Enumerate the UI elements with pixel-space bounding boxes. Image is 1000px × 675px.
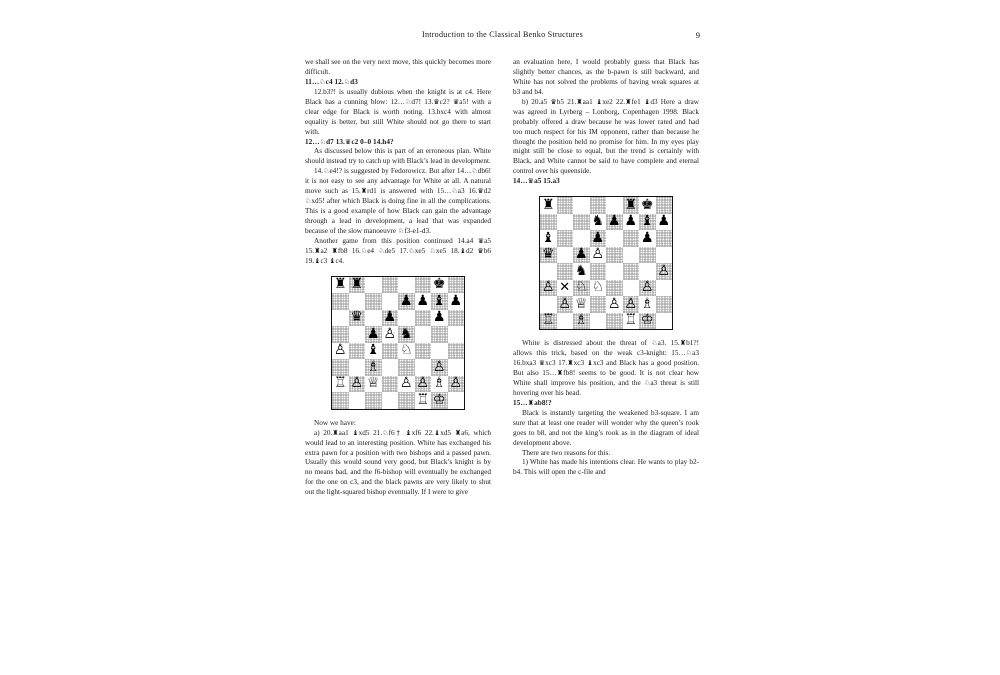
figurine-glyph: ♜	[331, 245, 338, 255]
square-c2	[365, 376, 382, 393]
square-a8	[332, 277, 349, 294]
square-g1	[639, 313, 656, 330]
figurine-glyph: ♛	[344, 136, 352, 146]
body-paragraph: we shall see on the very next move, this quickly becomes more difficult.	[305, 58, 491, 76]
piece-bk: ♚	[640, 196, 654, 213]
square-g8	[431, 277, 448, 294]
figurine-glyph: ♘	[408, 245, 415, 255]
figurine-glyph: ♝	[405, 427, 412, 437]
square-e5	[398, 326, 415, 343]
body-paragraph: White is distressed about the threat of ♘a3. 15.♜b1?! allows this trick, based on the weak c3-knight: 15…♘a3 16.bxa3 ♛xc3 17.♜xc3 ♝xc3 and Black has a good position. But also 15…♜fb8! seems to be good. It is not clear how White shall improve his position, and the ♘a3 threat is still hovering over his head.	[513, 338, 700, 397]
piece-bb: ♝	[366, 342, 380, 359]
square-c8	[365, 277, 382, 294]
piece-wp: ♙	[432, 358, 446, 375]
figurine-glyph: ♛	[477, 245, 484, 255]
square-d2	[382, 376, 399, 393]
square-e1	[398, 392, 415, 409]
figurine-glyph: ♝	[352, 427, 359, 437]
square-f6	[415, 310, 432, 327]
piece-wp: ♙	[449, 375, 463, 392]
square-a2	[540, 296, 557, 313]
square-d5	[382, 326, 399, 343]
figurine-glyph: ♜	[360, 186, 368, 196]
piece-wp: ♙	[399, 375, 413, 392]
square-c7	[573, 214, 590, 231]
square-a1	[540, 313, 557, 330]
square-a3	[540, 280, 557, 297]
move-heading: 11…♘c4 12.♘d3	[305, 76, 358, 86]
square-h2	[448, 376, 465, 393]
square-e8	[398, 277, 415, 294]
square-h4	[656, 263, 673, 280]
piece-bb: ♝	[640, 213, 654, 230]
square-f3	[623, 280, 640, 297]
square-a1	[332, 392, 349, 409]
square-h7	[656, 214, 673, 231]
body-paragraph: 12.b3?! is usually dubious when the knight is at c4. Here Black has a cunning blow: 12…♘d7! 13.♛c2? ♛a5! with a clear edge for Black is worth noting. 13.bxc4 with almost equality is better, but still White should not go there to start with.	[305, 87, 491, 136]
piece-br: ♜	[350, 276, 364, 293]
square-b1	[557, 313, 574, 330]
square-h5	[656, 247, 673, 264]
piece-wn: ♘	[399, 342, 413, 359]
square-d1	[382, 392, 399, 409]
figurine-glyph: ♜	[454, 427, 462, 437]
square-g1	[431, 392, 448, 409]
piece-wb: ♗	[640, 295, 654, 312]
square-g2	[639, 296, 656, 313]
square-e8	[606, 197, 623, 214]
square-d6	[382, 310, 399, 327]
piece-bp: ♟	[607, 213, 621, 230]
piece-bp: ♟	[383, 309, 397, 326]
square-d3	[382, 359, 399, 376]
square-f7	[623, 214, 640, 231]
square-g3	[431, 359, 448, 376]
square-f4	[415, 343, 432, 360]
running-head-title: Introduction to the Classical Benko Structures	[422, 30, 583, 39]
figurine-glyph: ♛	[452, 96, 460, 106]
square-a7	[332, 293, 349, 310]
figurine-glyph: ♜	[576, 96, 583, 106]
move-heading: 14…♛a5 15.a3	[513, 176, 560, 186]
piece-wp: ♙	[558, 295, 572, 312]
square-e2	[606, 296, 623, 313]
figurine-glyph: ♝	[586, 358, 594, 368]
square-b2	[557, 296, 574, 313]
figurine-glyph: ♛	[433, 96, 440, 106]
figurine-glyph: ♛	[527, 176, 535, 186]
left-column	[305, 58, 491, 658]
piece-bp: ♟	[624, 213, 638, 230]
figurine-glyph: ♘	[382, 427, 389, 437]
square-a5	[540, 247, 557, 264]
body-paragraph: 14.♘e4!? is suggested by Fedorowicz. But after 14…♘db6! it is not easy to see any advantage for White at all. A natural move such as 15.♜rd1 is answered with 15…♘a3 16.♛d2 ♘xd5! after which Black is doing fine in all the complications. This is a good example of how Black can gain the advantage through a lead in development, a lead that was expanded because of the slow manoeuvre ♘f3-e1-d3.	[305, 166, 492, 235]
square-f6	[623, 230, 640, 247]
square-e4	[398, 343, 415, 360]
page-number: 9	[695, 30, 700, 40]
piece-bp: ♟	[399, 292, 413, 309]
square-f8	[415, 277, 432, 294]
piece-wn: ♘	[574, 279, 588, 296]
square-c7	[365, 293, 382, 310]
square-b3	[349, 359, 366, 376]
square-b3	[557, 280, 574, 297]
piece-wr: ♖	[333, 375, 347, 392]
square-f3	[415, 359, 432, 376]
square-h6	[448, 310, 465, 327]
body-paragraph: There are two reasons for this.	[522, 448, 611, 457]
square-d4	[590, 263, 607, 280]
square-e3	[398, 359, 415, 376]
square-g3	[639, 280, 656, 297]
square-f4	[623, 263, 640, 280]
figurine-glyph: ♘	[451, 186, 458, 196]
square-g8	[639, 197, 656, 214]
piece-bp: ♟	[432, 309, 446, 326]
square-h3	[448, 359, 465, 376]
piece-br: ♜	[333, 276, 347, 293]
square-h2	[656, 296, 673, 313]
square-e6	[398, 310, 415, 327]
square-f7	[415, 293, 432, 310]
square-a5	[332, 326, 349, 343]
square-g5	[431, 326, 448, 343]
square-c5	[573, 247, 590, 264]
piece-wp: ♙	[350, 375, 364, 392]
figurine-glyph: ♘	[343, 76, 351, 86]
square-h1	[448, 392, 465, 409]
piece-bn: ♞	[574, 262, 588, 279]
square-f8	[623, 197, 640, 214]
square-e1	[606, 313, 623, 330]
piece-br: ♜	[541, 196, 555, 213]
right-column	[513, 58, 699, 658]
piece-bp: ♟	[640, 229, 654, 246]
figurine-glyph: ♜	[679, 338, 687, 348]
figurine-glyph: ♝	[329, 255, 336, 265]
square-a4	[332, 343, 349, 360]
piece-wk: ♔	[432, 391, 446, 408]
move-heading: 15…♜ab8!?	[513, 397, 552, 407]
square-a2	[332, 376, 349, 393]
square-c8	[573, 197, 590, 214]
square-c4	[573, 263, 590, 280]
figurine-glyph: ♘	[405, 96, 412, 106]
square-h5	[448, 326, 465, 343]
piece-wr: ♖	[541, 312, 555, 329]
square-e5	[606, 247, 623, 264]
figurine-glyph: ♝	[433, 427, 441, 437]
square-e2	[398, 376, 415, 393]
figurine-glyph: ♜	[556, 368, 564, 377]
figurine-glyph: ♛	[477, 235, 485, 245]
square-g6	[431, 310, 448, 327]
body-paragraph: b) 20.a5 ♛b5 21.♜aa1 ♝xe2 22.♜fe1 ♝d3 Here a draw was agreed in Lyrberg – Lonborg, Copenhagen 1998. Black probably offered a draw because he was lower rated and had too much respect for his IM opponent, rather than because he thought the position held no promise for him. In my eyes play might still be close to equal, but the trend is certainly with Black, and White cannot be said to have complete and eternal control over his queenside.	[513, 96, 700, 176]
square-g2	[431, 376, 448, 393]
figurine-glyph: †	[394, 427, 402, 437]
square-a3	[332, 359, 349, 376]
piece-bp: ♟	[574, 246, 588, 263]
piece-bb: ♝	[541, 229, 555, 246]
piece-wb: ♗	[366, 358, 380, 375]
move-heading: 12…♘d7 13.♛c2 0–0 14.h4?	[305, 136, 394, 146]
piece-wp: ♙	[541, 279, 555, 296]
piece-bp: ♟	[657, 213, 671, 230]
square-e4	[606, 263, 623, 280]
figurine-glyph: ♘	[319, 76, 326, 86]
square-a4	[540, 263, 557, 280]
piece-wq: ♕	[574, 295, 588, 312]
piece-bp: ♟	[366, 325, 380, 342]
square-e6	[606, 230, 623, 247]
square-d1	[590, 313, 607, 330]
body-paragraph: Another game from this position continued 14.a4 ♛a5 15.♜a2 ♜fb8 16.♘e4 ♘de5 17.♘xe5 ♘xe5 18.♝d2 ♛b6 19.♝c3 ♝c4.	[305, 235, 492, 265]
figurine-glyph: ♝	[643, 96, 651, 106]
piece-wp: ♙	[333, 342, 347, 359]
square-b4	[349, 343, 366, 360]
square-c5	[365, 326, 382, 343]
square-g4	[431, 343, 448, 360]
square-e7	[398, 293, 415, 310]
square-f5	[623, 247, 640, 264]
body-paragraph: 1) White has made his intentions clear. He wants to play b2-b4. This will open the c-file and	[513, 458, 699, 477]
square-d6	[590, 230, 607, 247]
square-c1	[573, 313, 590, 330]
square-d4	[382, 343, 399, 360]
square-a6	[540, 230, 557, 247]
square-f2	[415, 376, 432, 393]
piece-wb: ♗	[432, 375, 446, 392]
figurine-glyph: ♜	[314, 245, 321, 255]
body-paragraph: a) 20.♜aa1 ♝xd5 21.♘f6† ♝xf6 22.♝xd5 ♜a6, which would lead to an interesting position. White has exchanged his extra pawn for a position with two bishops and a passed pawn. Usually this would sound very good, but Black’s knight is by no means bad, and the f6-bishop will eventually be exchanged for the one on c3, and the black pawns are very likely to shut out the light-squared bishop eventually. If I were to give	[305, 427, 492, 497]
figurine-glyph: ♘	[360, 245, 368, 255]
piece-wp: ♙	[416, 375, 430, 392]
piece-wr: ♖	[416, 391, 430, 408]
square-b2	[349, 376, 366, 393]
square-a8	[540, 197, 557, 214]
figurine-glyph: ♘	[685, 348, 693, 358]
square-b6	[349, 310, 366, 327]
figurine-glyph: ♘	[319, 136, 327, 146]
chess-board	[331, 276, 465, 410]
piece-wp: ♙	[624, 295, 638, 312]
figurine-glyph: ♜	[332, 427, 339, 437]
body-paragraph: an evaluation here, I would probably guess that Black has slightly better chances, as the b-pawn is still backward, and White has not solved the problems of having weak squares at b3 and b4.	[513, 58, 699, 96]
figurine-glyph: ♜	[527, 397, 535, 407]
square-c6	[365, 310, 382, 327]
piece-wk: ♔	[640, 312, 654, 329]
piece-br: ♜	[624, 196, 638, 213]
square-d7	[382, 293, 399, 310]
body-columns	[305, 58, 700, 658]
body-paragraph: Now we have:	[314, 418, 356, 427]
figurine-glyph: ♝	[459, 245, 466, 255]
body-paragraph: Black is instantly targeting the weakened b3-square. I am sure that at least one reader will wonder why the queen’s rook goes to b8, and not the king’s rook as in the diagram of ideal development above.	[513, 408, 699, 447]
square-d7	[590, 214, 607, 231]
square-h8	[448, 277, 465, 294]
piece-bk: ♚	[432, 276, 446, 293]
square-b8	[557, 197, 574, 214]
square-a7	[540, 214, 557, 231]
figurine-glyph: ♘	[305, 196, 312, 206]
chess-board	[539, 196, 673, 330]
figurine-glyph: ♘	[651, 338, 658, 348]
figurine-glyph: ♘	[471, 166, 478, 176]
piece-wp: ♙	[591, 246, 605, 263]
piece-wp: ♙	[657, 262, 671, 279]
square-a6	[332, 310, 349, 327]
piece-bq: ♛	[350, 309, 364, 326]
square-b7	[349, 293, 366, 310]
piece-wp: ♙	[607, 295, 621, 312]
piece-bn: ♞	[591, 213, 605, 230]
figurine-glyph: ♘	[323, 166, 330, 176]
square-c3	[365, 359, 382, 376]
square-h4	[448, 343, 465, 360]
square-g5	[639, 247, 656, 264]
figurine-glyph: ♘	[643, 377, 651, 387]
square-e3	[606, 280, 623, 297]
square-e7	[606, 214, 623, 231]
piece-wr: ♖	[624, 312, 638, 329]
weak-square-marker-icon: ✕	[559, 280, 571, 296]
piece-bp: ♟	[591, 229, 605, 246]
square-g7	[639, 214, 656, 231]
square-h3	[656, 280, 673, 297]
piece-bn: ♞	[399, 325, 413, 342]
figurine-glyph: ♜	[567, 358, 574, 368]
figurine-glyph: ♝	[314, 255, 321, 265]
piece-wp: ♙	[383, 325, 397, 342]
square-g6	[639, 230, 656, 247]
square-b4	[557, 263, 574, 280]
square-g4	[639, 263, 656, 280]
piece-wb: ♗	[574, 312, 588, 329]
piece-bb: ♝	[432, 292, 446, 309]
square-d5	[590, 247, 607, 264]
square-h6	[656, 230, 673, 247]
square-b1	[349, 392, 366, 409]
chess-diagram	[513, 196, 699, 330]
piece-bp: ♟	[416, 292, 430, 309]
figurine-glyph: ♝	[595, 96, 603, 106]
square-b5	[349, 326, 366, 343]
square-c6	[573, 230, 590, 247]
figurine-glyph: ♜	[625, 96, 632, 106]
square-g7	[431, 293, 448, 310]
figurine-glyph: ♛	[550, 96, 557, 106]
figurine-glyph: ♛	[538, 358, 546, 368]
square-b5	[557, 247, 574, 264]
chess-diagram	[305, 276, 491, 410]
square-d8	[382, 277, 399, 294]
square-b7	[557, 214, 574, 231]
square-c4	[365, 343, 382, 360]
piece-bp: ♟	[449, 292, 463, 309]
square-c3	[573, 280, 590, 297]
square-f1	[415, 392, 432, 409]
square-h8	[656, 197, 673, 214]
piece-wq: ♕	[366, 375, 380, 392]
square-b6	[557, 230, 574, 247]
piece-wn: ♘	[591, 279, 605, 296]
figurine-glyph: ♛	[477, 186, 484, 196]
figurine-glyph: ♘	[378, 245, 385, 255]
figurine-glyph: ♘	[397, 225, 405, 235]
square-d2	[590, 296, 607, 313]
square-c2	[573, 296, 590, 313]
figurine-glyph: ♘	[429, 245, 436, 255]
square-f5	[415, 326, 432, 343]
piece-bq: ♛	[541, 246, 555, 263]
square-d8	[590, 197, 607, 214]
square-c1	[365, 392, 382, 409]
square-b8	[349, 277, 366, 294]
body-paragraph: As discussed below this is part of an erroneous plan. White should instead try to catch up with Black’s lead in development.	[305, 147, 491, 166]
square-h1	[656, 313, 673, 330]
square-f1	[623, 313, 640, 330]
square-f2	[623, 296, 640, 313]
square-d3	[590, 280, 607, 297]
piece-wp: ♙	[640, 279, 654, 296]
square-h7	[448, 293, 465, 310]
